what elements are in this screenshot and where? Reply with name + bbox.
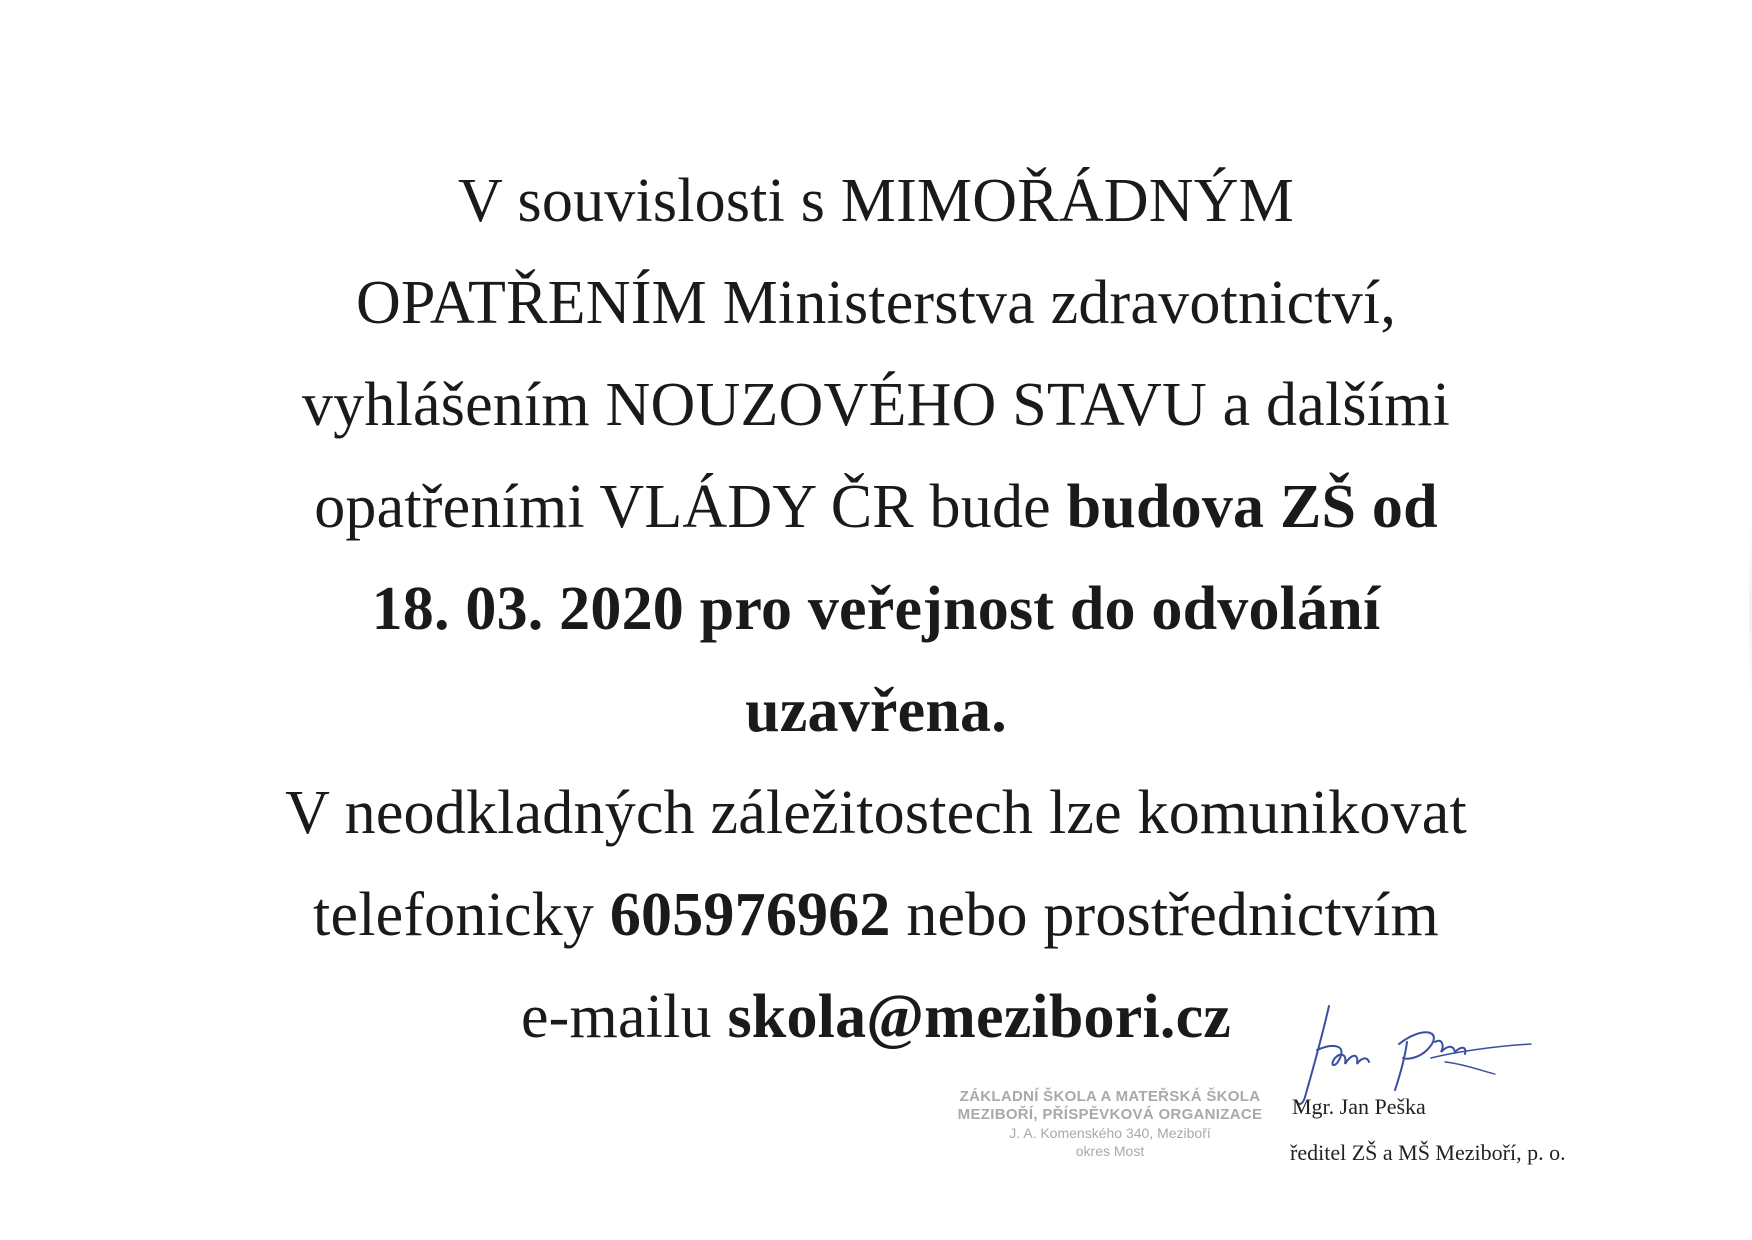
signer-role: ředitel ZŠ a MŠ Meziboří, p. o. <box>1290 1140 1566 1165</box>
contact-phone-suffix: nebo prostřednictvím <box>890 881 1439 949</box>
contact-phone-prefix: telefonicky <box>313 881 610 949</box>
contact-line-1: V neodkladných záležitostech lze komunikovat <box>285 779 1467 847</box>
stamp-line-3: J. A. Komenského 340, Meziboří <box>1009 1125 1211 1141</box>
notice-line-5 <box>0 558 1752 660</box>
stamp-line-1: ZÁKLADNÍ ŠKOLA A MATEŘSKÁ ŠKOLA <box>959 1088 1261 1105</box>
stamp-line-2: MEZIBOŘÍ, PŘÍSPĚVKOVÁ ORGANIZACE <box>957 1106 1263 1123</box>
contact-line-2 <box>0 864 1752 966</box>
notice-line-4 <box>0 456 1752 558</box>
notice-line-1: V souvislosti s MIMOŘÁDNÝM <box>457 167 1295 235</box>
notice-line-6 <box>0 660 1752 762</box>
notice-line-4-bold: budova ZŠ od <box>1066 473 1438 541</box>
stamp-line-4: okres Most <box>1075 1143 1145 1159</box>
school-stamp <box>945 1088 1275 1160</box>
notice-line-5-bold: 18. 03. 2020 pro veřejnost do odvolání <box>371 575 1381 643</box>
notice-line-3: vyhlášením NOUZOVÉHO STAVU a dalšími <box>302 371 1450 439</box>
contact-email: skola@mezibori.cz <box>727 983 1232 1051</box>
notice-body <box>0 150 1752 1068</box>
contact-email-prefix: e-mailu <box>520 983 728 1051</box>
notice-line-6-bold: uzavřena. <box>745 677 1007 745</box>
signer-name: Mgr. Jan Peška <box>1292 1094 1426 1119</box>
notice-line-2: OPATŘENÍM Ministerstva zdravotnictví, <box>355 269 1397 337</box>
contact-phone: 605976962 <box>609 881 891 949</box>
notice-line-4-normal: opatřeními VLÁDY ČR bude <box>314 473 1067 541</box>
